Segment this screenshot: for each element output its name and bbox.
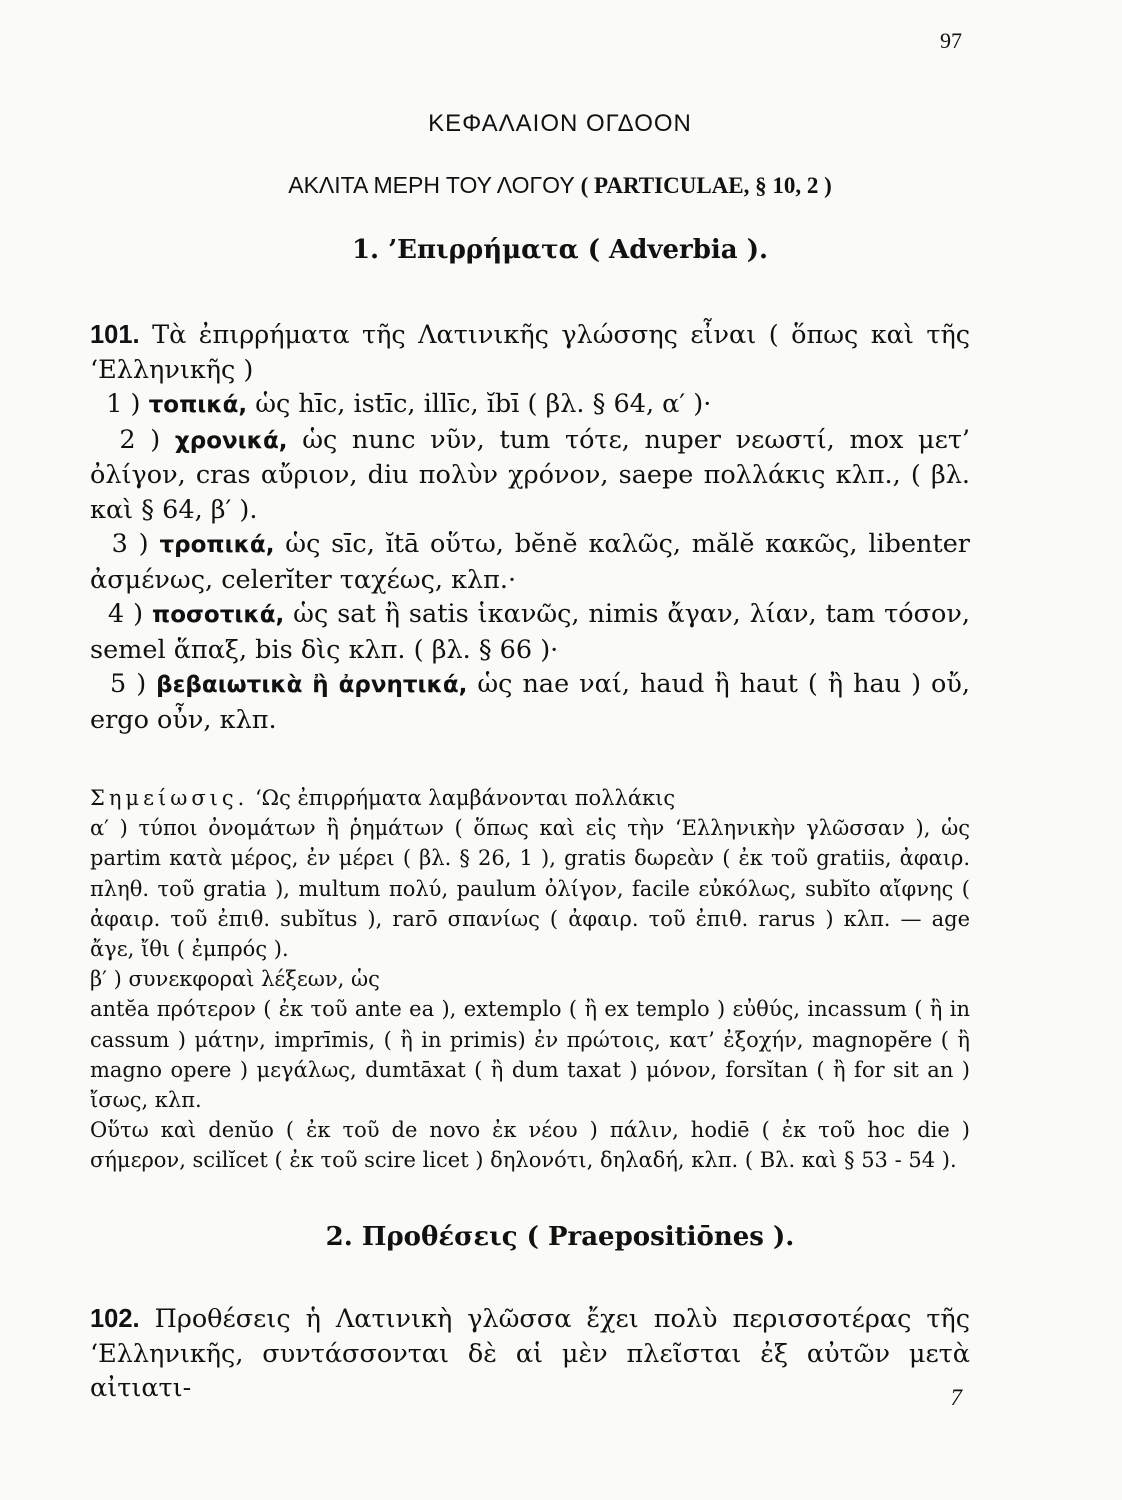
page-number: 97 [940, 28, 962, 53]
item-number: 3 ) [111, 529, 149, 559]
part-title-latin: ( PARTICULAE, § 10, 2 ) [580, 173, 832, 198]
item-text: ὡς sīc, ĭtā οὕτω, bĕnĕ καλῶς, mălĕ κακῶς, libenter ἀσμένως, celerĭter ταχέως, κλπ.· [90, 529, 970, 595]
paragraph-text: Τὰ ἐπιρρήματα τῆς Λατινικῆς γλώσσης εἶναι ( ὅπως καὶ τῆς ‘Ελληνικῆς ) [90, 320, 971, 385]
note-beta: β′ ) συνεκφοραὶ λέξεων, ὡς [90, 967, 380, 992]
note-alpha: α′ ) τύποι ὀνομάτων ἢ ῥημάτων ( ὅπως καὶ εἰς τὴν ‘Ελληνικὴν γλῶσσαν ), ὡς partim κατὰ μέρος, ἐν μέρει ( βλ. § 26, 1 ), gratis δωρεὰν ( ἐκ τοῦ gratiis, ἀφαιρ. πληθ. τοῦ gratia ), multum πολύ, paulum ὀλίγον, facile εὐκόλως, subĭto αἴφνης ( ἀφαιρ. τοῦ ἐπιθ. subĭtus ), rarō σπανίως ( ἀφαιρ. τοῦ ἐπιθ. rarus ) κλπ. — age ἄγε, ἴθι ( ἐμπρός ). [90, 816, 971, 962]
item-keyword: τοπικά, [148, 392, 248, 418]
part-title [60, 172, 1060, 199]
list-item [90, 667, 970, 737]
paragraph-number: 101. [90, 321, 140, 349]
item-text: ὡς sat ἢ satis ἱκανῶς, nimis ἄγαν, λίαν, tam τόσον, semel ἅπαξ, bis δὶς κλπ. ( βλ. § 66 )· [90, 599, 970, 665]
paragraph-102-text [90, 1302, 970, 1406]
note-intro-text: ‘Ως ἐπιρρήματα λαμβάνονται πολλάκις [248, 786, 676, 810]
item-number: 4 ) [107, 599, 144, 629]
paragraph-text: Προθέσεις ἡ Λατινικὴ γλῶσσα ἔχει πολὺ περισσοτέρας τῆς ‘Ελληνικῆς, συντάσσονται δὲ αἱ μὲν πλεῖσται ἐξ αὐτῶν μετὰ αἰτιατι- [90, 1304, 970, 1403]
section-heading-adverbia: 1. ’Επιρρήματα ( Adverbia ). [351, 235, 769, 265]
part-title-greek: ΑΚΛΙΤΑ ΜΕΡΗ ΤΟΥ ΛΟΓΟΥ [288, 172, 575, 198]
item-text: ὡς nunc νῦν, tum τότε, nuper νεωστί, mox μετ’ ὀλίγον, cras αὔριον, diu πολὺν χρόνον, saepe πολλάκις κλπ., ( βλ. καὶ § 64, β′ ). [90, 424, 971, 525]
list-item [90, 597, 970, 667]
note-beta-list: antĕa πρότερον ( ἐκ τοῦ ante ea ), extemplo ( ἢ ex templo ) εὐθύς, incassum ( ἢ in cassum ) μάτην, imprīmis, ( ἢ in primis) ἐν πρώτοις, κατ’ ἐξοχήν, magnopĕre ( ἢ magno opere ) μεγάλως, dumtāxat ( ἢ dum taxat ) μόνον, forsĭtan ( ἢ for sit an ) ἴσως, κλπ. [90, 997, 970, 1113]
note-block [90, 783, 970, 1176]
note-intro [90, 783, 970, 813]
item-number: 2 ) [119, 424, 161, 455]
list-item [90, 527, 970, 597]
item-keyword: χρονικά, [174, 427, 288, 454]
note-outo: Οὕτω καὶ denŭo ( ἐκ τοῦ de novo ἐκ νέου ) πάλιν, hodiē ( ἐκ τοῦ hoc die ) σήμερον, scilĭcet ( ἐκ τοῦ scire licet ) δηλονότι, δηλαδή, κλπ. ( Βλ. καὶ § 53 - 54 ). [90, 1118, 970, 1173]
paragraph-number: 102. [90, 1305, 140, 1333]
note-label: Σημείωσις. [90, 786, 249, 810]
chapter-title: ΚΕΦΑΛΑΙΟΝ ΟΓΔΟΟΝ [428, 110, 692, 137]
item-keyword: τροπικά, [159, 532, 275, 558]
item-number: 1 ) [106, 389, 141, 419]
item-keyword: βεβαιωτικὰ ἢ ἀρνητικά, [156, 672, 468, 698]
signature-mark: 7 [950, 1385, 962, 1410]
item-keyword: ποσοτικά, [152, 602, 285, 628]
item-text: ὡς hīc, istīc, illīc, ĭbī ( βλ. § 64, α′ )· [247, 389, 712, 419]
section-heading-praepositiones: 2. Προθέσεις ( Praepositiōnes ). [325, 1222, 795, 1252]
item-text: ὡς nae ναί, haud ἢ haut ( ἢ hau ) οὔ, ergo οὖν, κλπ. [90, 669, 971, 735]
paragraph-102 [90, 1302, 970, 1406]
item-number: 5 ) [109, 669, 147, 699]
paragraph-101 [90, 318, 970, 737]
list-item [90, 423, 970, 528]
paragraph-101-intro [90, 318, 970, 387]
list-item [90, 387, 970, 423]
